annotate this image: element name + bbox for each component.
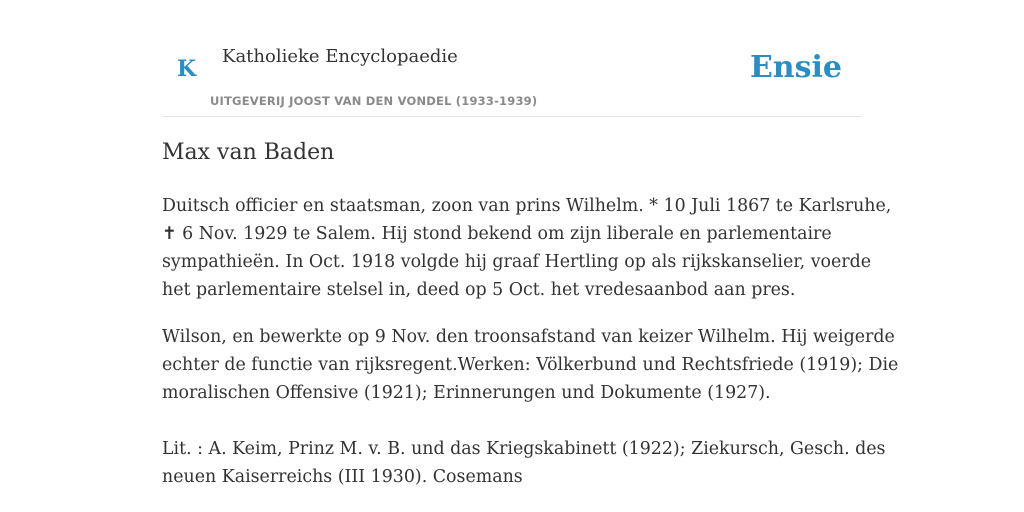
paragraph-line: sympathieën. In Oct. 1918 volgde hij graaf Hertling op als rijkskanselier, voerde <box>162 252 872 272</box>
article-title: Max van Baden <box>162 140 335 165</box>
site-header <box>162 0 862 117</box>
paragraph-line: echter de functie van rijksregent.Werken: Völkerbund und Rechtsfriede (1919); Die <box>162 355 899 375</box>
article-paragraph <box>162 192 892 304</box>
site-title-link[interactable]: Katholieke Encyclopaedie <box>222 46 458 67</box>
paragraph-line: neuen Kaiserreichs (III 1930). Cosemans <box>162 467 523 487</box>
site-logo[interactable]: K <box>177 56 197 82</box>
paragraph-line: Wilson, en bewerkte op 9 Nov. den troonsafstand van keizer Wilhelm. Hij weigerde <box>162 327 895 347</box>
paragraph-line: Lit. : A. Keim, Prinz M. v. B. und das Kriegskabinett (1922); Ziekursch, Gesch. des <box>162 439 886 459</box>
paragraph-line: ✝ 6 Nov. 1929 te Salem. Hij stond bekend om zijn liberale en parlementaire <box>162 224 832 244</box>
paragraph-line: het parlementaire stelsel in, deed op 5 Oct. het vredesaanbod aan pres. <box>162 280 796 300</box>
paragraph-line: moralischen Offensive (1921); Erinnerungen und Dokumente (1927). <box>162 383 771 403</box>
article-paragraph <box>162 435 886 491</box>
article-paragraph <box>162 323 899 407</box>
brand-logo-link[interactable]: Ensie <box>749 50 842 85</box>
site-subtitle: UITGEVERIJ JOOST VAN DEN VONDEL (1933-1939) <box>210 94 538 108</box>
paragraph-line: Duitsch officier en staatsman, zoon van prins Wilhelm. * 10 Juli 1867 te Karlsruhe, <box>162 196 892 216</box>
page <box>162 0 899 487</box>
